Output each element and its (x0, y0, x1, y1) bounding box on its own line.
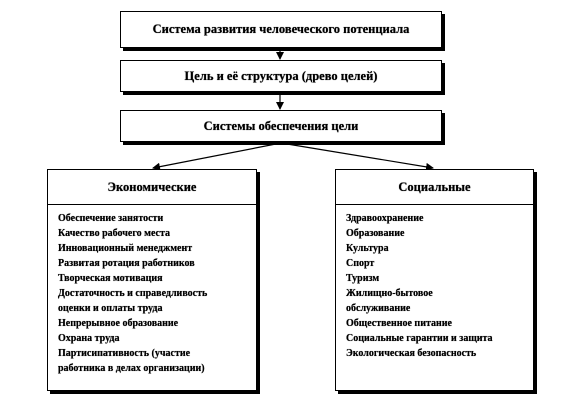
economic-item: Непрерывное образование (58, 318, 179, 329)
social-header (336, 170, 533, 205)
economic-item: Развитая ротация работников (58, 258, 195, 269)
economic-item: Обеспечение занятости (58, 213, 164, 224)
goal-support-systems-label: Системы обеспечения цели (203, 118, 359, 133)
economic-item: оценки и оплаты труда (58, 303, 163, 314)
economic-item: Творческая мотивация (58, 273, 163, 284)
economic-item: Охрана труда (58, 333, 120, 344)
human-potential-system-box (120, 11, 442, 48)
arrow-to-social (281, 143, 433, 168)
social-item: Общественное питание (346, 318, 452, 329)
economic-item: Партисипативность (участие (58, 348, 191, 359)
economic-header (48, 170, 256, 205)
goal-structure-box (120, 60, 442, 92)
goal-support-systems-box (120, 110, 442, 142)
social-item: Образование (346, 228, 405, 239)
human-potential-system-label: Система развития человеческого потенциала (152, 22, 410, 36)
social-item: Жилищно-бытовое (346, 288, 433, 299)
goal-structure-label: Цель и её структура (древо целей) (184, 68, 378, 83)
economic-item: работника в делах организации) (58, 363, 205, 374)
economic-title: Экономические (107, 179, 197, 194)
social-list (336, 205, 533, 361)
social-item: обслуживание (346, 303, 411, 314)
social-item: Туризм (346, 273, 380, 284)
economic-item: Качество рабочего места (58, 228, 170, 239)
social-title: Социальные (398, 179, 471, 194)
social-item: Культура (346, 243, 389, 254)
social-box (335, 169, 534, 391)
economic-box (47, 169, 257, 391)
social-item: Здравоохранение (346, 213, 424, 224)
economic-list (48, 205, 256, 376)
social-item: Спорт (346, 258, 375, 269)
economic-item: Достаточность и справедливость (58, 288, 208, 299)
social-item: Социальные гарантии и защита (346, 333, 493, 344)
social-item: Экологическая безопасность (346, 348, 477, 359)
arrow-to-economic (153, 143, 281, 168)
economic-item: Инновационный менеджмент (58, 243, 193, 254)
